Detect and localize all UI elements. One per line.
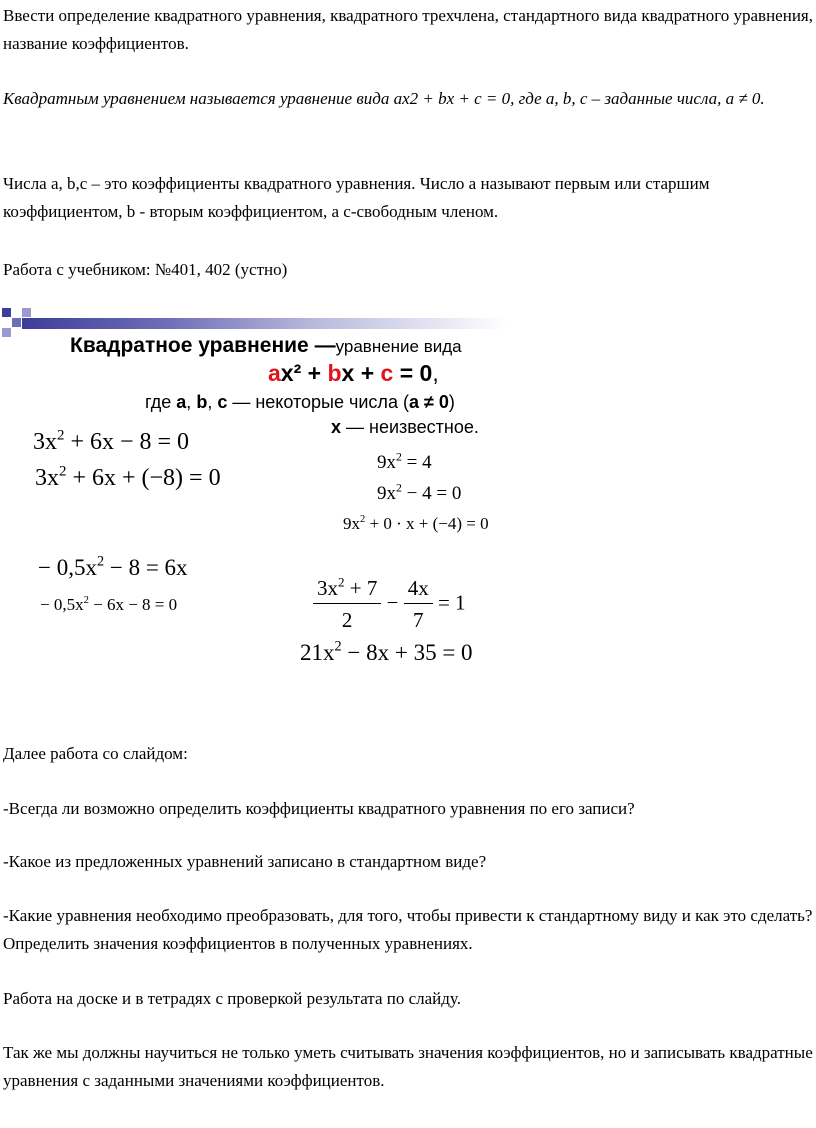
equation-7: − $0,5x^2 - 6x - 8 = 0$ <box>40 595 178 614</box>
equation-1: $3x^2 + 6x - 8 = 0$ <box>33 427 190 455</box>
equation-5: $9x^2 + 0 \cdot x + (-4) = 0$ <box>343 514 489 533</box>
board-work-paragraph: Работа на доске и в тетрадях с проверкой результата по слайду. <box>3 989 461 1008</box>
textbook-paragraph: Работа с учебником: №401, 402 (устно) <box>3 260 288 279</box>
slide-gradient-bar <box>22 318 508 329</box>
question-2: -Какое из предложенных уравнений записано в стандартном виде? <box>3 852 487 871</box>
slide-coefficients-line: где a, b, c — некоторые числа (a ≠ 0) <box>145 392 455 412</box>
intro-paragraph: Ввести определение квадратного уравнения, квадратного трехчлена, стандартного вида квадратного уравнения, название коэффициентов. <box>3 6 813 53</box>
slide-square-icon <box>2 328 11 337</box>
question-1: -Всегда ли возможно определить коэффициенты квадратного уравнения по его записи? <box>3 799 635 818</box>
equation-6: − $0,5x^2 - 8 = 6x$ <box>38 553 188 580</box>
coefficients-paragraph: Числа a, b,c – это коэффициенты квадратного уравнения. Число a называют первым или старшим коэффициентом, b - вторым коэффициентом, а c-свободным членом. <box>3 174 710 221</box>
equation-9: $21x^2 - 8x + 35 = 0$ <box>300 638 473 665</box>
definition-paragraph: Квадратным уравнением называется уравнение вида ax2 + bx + c = 0, где a, b, c – заданные числа, a ≠ 0. <box>3 89 765 108</box>
equation-8: $\frac{3x^2 + 7}{2}$ − $\frac{4x}{7}$ = 1 <box>313 576 466 633</box>
fraction-1: $\frac{3x^2 + 7}{2}$ <box>313 576 381 633</box>
equation-3: $9x^2 = 4$ <box>377 450 432 473</box>
slide-title: Квадратное уравнение —уравнение вида <box>70 334 462 357</box>
fraction-2: $\frac{4x}{7}$ <box>404 576 433 633</box>
slide-unknown-line: x — неизвестное. <box>331 417 479 437</box>
closing-paragraph: Так же мы должны научиться не только уметь считывать значения коэффициентов, но и записывать квадратные уравнения с заданными значениями коэффициентов. <box>3 1043 813 1090</box>
slide-work-paragraph: Далее работа со слайдом: <box>3 744 188 763</box>
question-3: -Какие уравнения необходимо преобразовать, для того, чтобы привести к стандартному виду и как это сделать? Определить значения коэффициентов в полученных уравнениях. <box>3 906 813 953</box>
equation-2: $3x^2 + 6x + (-8) = 0$ <box>35 463 221 491</box>
slide-general-formula: ax² + bx + c = 0, <box>268 360 439 386</box>
slide-square-icon <box>22 308 31 317</box>
equation-4: $9x^2 - 4 = 0$ <box>377 481 462 504</box>
slide-square-icon <box>12 318 21 327</box>
slide-square-icon <box>2 308 11 317</box>
